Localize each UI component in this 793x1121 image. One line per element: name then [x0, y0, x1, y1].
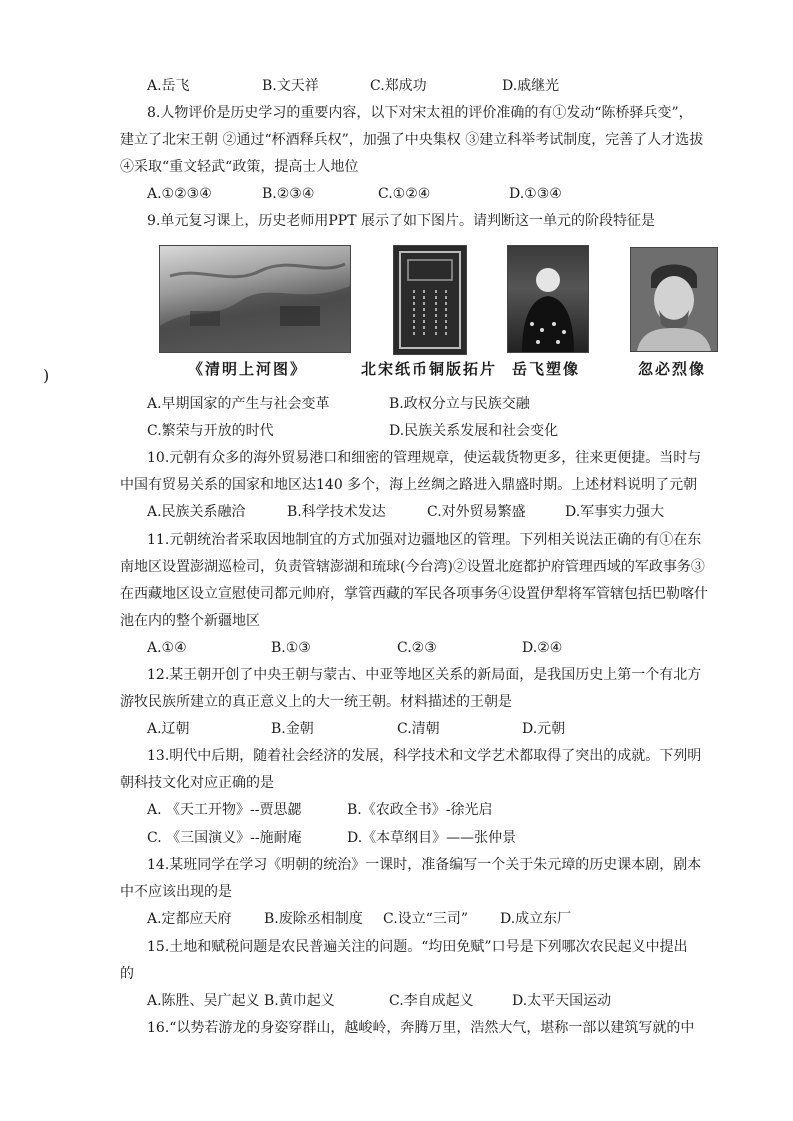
option-b: B.②③④ — [262, 186, 315, 202]
option-c: C. 《三国演义》--施耐庵 — [147, 830, 302, 846]
option-b: B.黄巾起义 — [264, 993, 335, 1009]
option-c: C.郑成功 — [370, 78, 427, 94]
option-d: D.元朝 — [522, 721, 566, 737]
option-a: A.定都应天府 — [147, 911, 232, 927]
question-8-stem-line-3: ④采取“重文轻武“政策，提高士人地位 — [120, 159, 359, 175]
yuefei-statue-image — [507, 245, 589, 353]
option-c: C.清朝 — [397, 721, 440, 737]
option-d: D.①③④ — [509, 186, 562, 202]
option-d: D.②④ — [522, 640, 563, 656]
question-10-stem-line-1: 10.元朝有众多的海外贸易港口和细密的管理规章，使运载货物更多，往来更便捷。当时与 — [147, 450, 702, 466]
question-11-stem-line-1: 11.元朝统治者采取因地制宜的方式加强对边疆地区的管理。下列相关说法正确的有①在东 — [147, 532, 702, 548]
question-12-stem-line-1: 12.某王朝开创了中央王朝与蒙古、中亚等地区关系的新局面，是我国历史上第一个有北方 — [147, 667, 702, 683]
question-10-stem-line-2: 中国有贸易关系的国家和地区达140 多个，海上丝绸之路进入鼎盛时期。上述材料说明了元朝 — [120, 477, 698, 493]
question-15-stem-line-2: 的 — [120, 966, 134, 982]
option-c: C.②③ — [397, 640, 437, 656]
option-a: A. 《天工开物》--贾思勰 — [147, 802, 302, 818]
question-14-stem-line-1: 14.某班同学在学习《明朝的统治》一课时，准备编写一个关于朱元璋的历史课本剧，剧本 — [147, 857, 702, 873]
option-b: B.《农政全书》-徐光启 — [347, 802, 493, 818]
option-d: D.戚继光 — [502, 78, 560, 94]
caption-yuefei-statue: 岳飞塑像 — [512, 360, 581, 378]
caption-qingming-painting: 《清明上河图》 — [188, 360, 308, 378]
option-d: D.《本草纲目》——张仲景 — [347, 830, 517, 846]
option-c: C.对外贸易繁盛 — [427, 504, 526, 520]
question-8-stem-line-2: 建立了北宋王朝 ②通过“杯酒释兵权”，加强了中央集权 ③建立科举考试制度，完善了人才选拔 — [120, 132, 704, 148]
option-a: A.陈胜、吴广起义 — [147, 993, 260, 1009]
question-15-stem-line-1: 15.土地和赋税问题是农民普遍关注的问题。“均田免赋”口号是下列哪次农民起义中提出 — [147, 939, 688, 955]
question-14-stem-line-2: 中不应该出现的是 — [120, 884, 232, 900]
question-11-stem-line-4: 池在内的整个新疆地区 — [120, 613, 260, 629]
question-9-stem: 9.单元复习课上，历史老师用PPT 展示了如下图片。请判断这一单元的阶段特征是 — [147, 213, 655, 229]
option-b: B.文天祥 — [262, 78, 319, 94]
option-a: A.①②③④ — [147, 186, 212, 202]
caption-banknote-rubbing: 北宋纸币铜版拓片 — [361, 360, 498, 378]
question-13-stem-line-2: 朝科技文化对应正确的是 — [120, 775, 274, 791]
option-c: C.设立“三司” — [383, 911, 468, 927]
option-a: A.民族关系融洽 — [147, 504, 246, 520]
question-13-stem-line-1: 13.明代中后期，随着社会经济的发展，科学技术和文学艺术都取得了突出的成就。下列明 — [147, 748, 702, 764]
option-c: C.①②④ — [378, 186, 431, 202]
option-d: D.军事实力强大 — [565, 504, 665, 520]
option-b: B.①③ — [271, 640, 311, 656]
option-a: A.①④ — [147, 640, 187, 656]
option-d: D.太平天国运动 — [512, 993, 612, 1009]
option-d: D.成立东厂 — [500, 911, 572, 927]
option-a: A.早期国家的产生与社会变革 — [147, 396, 330, 412]
question-12-stem-line-2: 游牧民族所建立的真正意义上的大一统王朝。材料描述的王朝是 — [120, 694, 512, 710]
option-a: A.辽朝 — [147, 721, 190, 737]
qingming-painting-image — [159, 245, 351, 353]
question-11-stem-line-3: 在西藏地区设立宣慰使司都元帅府，掌管西藏的军民各项事务④设置伊犁将军管辖包括巴勒喀什 — [120, 586, 708, 602]
option-b: B.废除丞相制度 — [264, 911, 363, 927]
option-b: B.政权分立与民族交融 — [389, 396, 530, 412]
option-b: B.科学技术发达 — [287, 504, 386, 520]
song-banknote-rubbing-image — [393, 245, 467, 355]
option-a: A.岳飞 — [147, 78, 190, 94]
question-8-stem-line-1: 8.人物评价是历史学习的重要内容，以下对宋太祖的评价准确的有①发动“陈桥驿兵变”， — [147, 105, 693, 121]
option-d: D.民族关系发展和社会变化 — [389, 423, 559, 439]
margin-mark: ) — [43, 366, 50, 385]
option-b: B.金朝 — [271, 721, 314, 737]
caption-kublai-portrait: 忽必烈像 — [638, 360, 707, 378]
option-c: C.李自成起义 — [389, 993, 474, 1009]
option-c: C.繁荣与开放的时代 — [147, 423, 274, 439]
question-11-stem-line-2: 南地区设置澎湖巡检司，负责管辖澎湖和琉球(今台湾)②设置北庭都护府管理西域的军政事务③ — [120, 559, 705, 575]
question-16-stem-line-1: 16.“以势若游龙的身姿穿群山，越峻岭，奔腾万里，浩然大气，堪称一部以建筑写就的中 — [147, 1020, 695, 1036]
kublai-khan-portrait-image — [630, 247, 718, 352]
